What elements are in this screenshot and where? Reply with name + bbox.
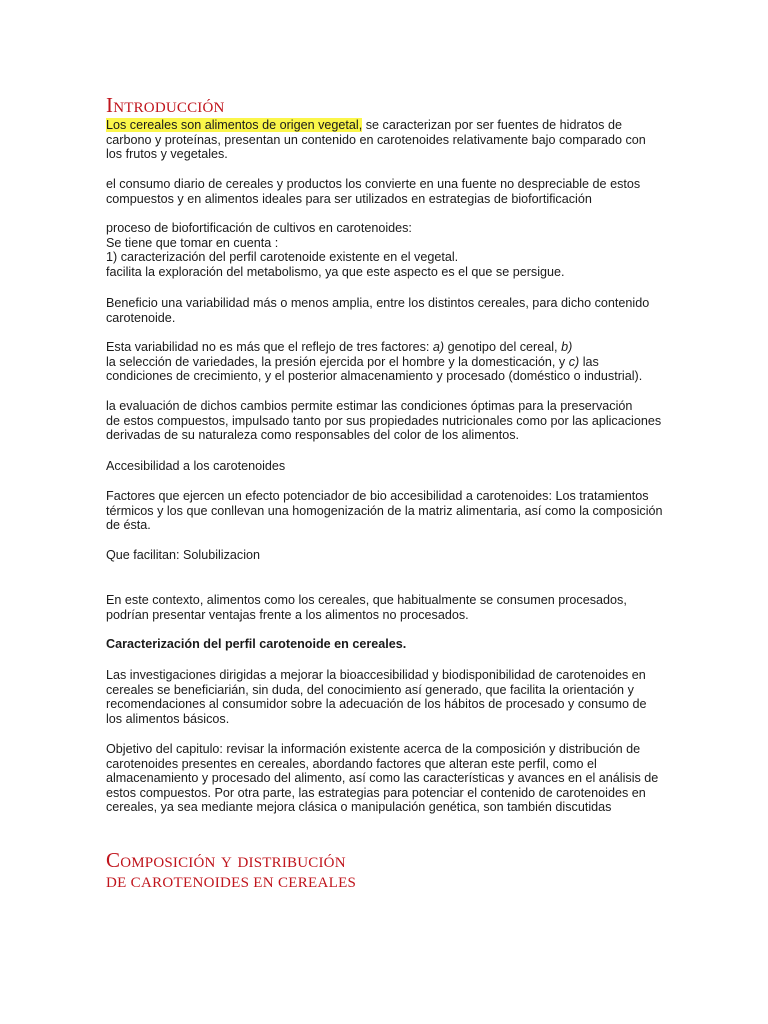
paragraph-intro [106,118,666,162]
paragraph-consumo [106,177,666,206]
text-line: carotenoides presentes en cereales, abordando factores que alteran este perfil, como el [106,756,597,771]
text-line: carbono y proteínas, presentan un contenido en carotenoides relativamente bajo comparado con [106,132,646,147]
text-line: estos compuestos. Por otra parte, las estrategias para potenciar el contenido de carotenoides en [106,785,646,800]
subheading-caracterizacion [106,637,666,652]
paragraph-contexto [106,593,666,622]
text-line: Beneficio una variabilidad más o menos amplia, entre los distintos cereales, para dicho contenido [106,296,650,310]
paragraph-biofortificacion [106,221,666,279]
text-line: la evaluación de dichos cambios permite estimar las condiciones óptimas para la preservación [106,399,633,413]
text-run: las [579,354,599,369]
paragraph-investigaciones [106,668,666,726]
paragraph-accesibilidad [106,459,666,474]
italic-marker: c) [568,354,580,369]
text-line: Que facilitan: Solubilizacion [106,548,261,562]
text-line: recomendaciones al consumidor sobre la adecuación de los hábitos de procesado y consumo de [106,697,647,712]
text-line: En este contexto, alimentos como los cereales, que habitualmente se consumen procesados, [106,593,627,607]
paragraph-objetivo [106,742,666,815]
paragraph-factores [106,489,666,533]
paragraph-beneficio [106,296,666,325]
text-run: la selección de variedades, la presión ejercida por el hombre y la domesticación, y [106,354,569,369]
text-line: condiciones de crecimiento, y el posterior almacenamiento y procesado (doméstico o industrial). [106,369,643,384]
text-line: Caracterización del perfil carotenoide en cereales. [106,637,407,651]
text-line: Se tiene que tomar en cuenta : [106,235,279,250]
highlighted-text: Los cereales son alimentos de origen vegetal, [106,118,363,132]
section-heading-composicion-sub: DE CAROTENOIDES EN CEREALES [106,875,357,891]
text-line: los alimentos básicos. [106,711,230,726]
text-line: almacenamiento y procesado del alimento, así como las características y avances en el análisis de [106,771,659,786]
text-line: Factores que ejercen un efecto potenciador de bio accesibilidad a carotenoides: Los tratamientos [106,489,649,503]
text-line: cereales se beneficiarián, sin duda, del conocimiento así generado, que facilita la orientación y [106,682,634,697]
text-line: Las investigaciones dirigidas a mejorar la bioaccesibilidad y biodisponibilidad de carotenoides en [106,668,646,682]
text-line: proceso de biofortificación de cultivos en carotenoides: [106,221,412,235]
text-line: Accesibilidad a los carotenoides [106,459,286,473]
text-line: 1) caracterización del perfil carotenoide existente en el vegetal. [106,250,459,265]
text-line: cereales, ya sea mediante mejora clásica o manipulación genética, son también discutidas [106,800,612,815]
italic-marker: b) [561,340,573,354]
text-line: Objetivo del capitulo: revisar la información existente acerca de la composición y distribución de [106,742,641,756]
text-line [106,340,666,355]
paragraph-evaluacion [106,399,666,443]
text-line: compuestos y en alimentos ideales para ser utilizados en estrategias de biofortificación [106,191,592,206]
text-line: de estos compuestos, impulsado tanto por sus propiedades nutricionales como por las aplicaciones [106,413,662,428]
text-run: Esta variabilidad no es más que el reflejo de tres factores: [106,340,433,354]
paragraph-variabilidad [106,340,666,384]
paragraph-solubilizacion [106,548,666,563]
text-line: los frutos y vegetales. [106,147,228,162]
text-run: se caracterizan por ser fuentes de hidratos de [362,118,622,132]
text-line [106,355,666,370]
text-line: de ésta. [106,518,151,533]
section-heading-composicion: Composición y distribución [106,848,346,872]
text-line: el consumo diario de cereales y productos los convierte en una fuente no despreciable de estos [106,177,641,191]
text-line [106,118,666,133]
text-line: térmicos y los que conllevan una homogenización de la matriz alimentaria, así como la composición [106,503,663,518]
italic-marker: a) [432,340,445,354]
text-line: derivadas de su naturaleza como responsables del color de los alimentos. [106,428,520,443]
text-run: genotipo del cereal, [444,340,562,354]
text-line: carotenoide. [106,310,176,325]
text-line: podrían presentar ventajas frente a los alimentos no procesados. [106,607,469,622]
text-line: facilita la exploración del metabolismo, ya que este aspecto es el que se persigue. [106,264,565,279]
section-heading-introduccion: Introducción [106,93,225,117]
